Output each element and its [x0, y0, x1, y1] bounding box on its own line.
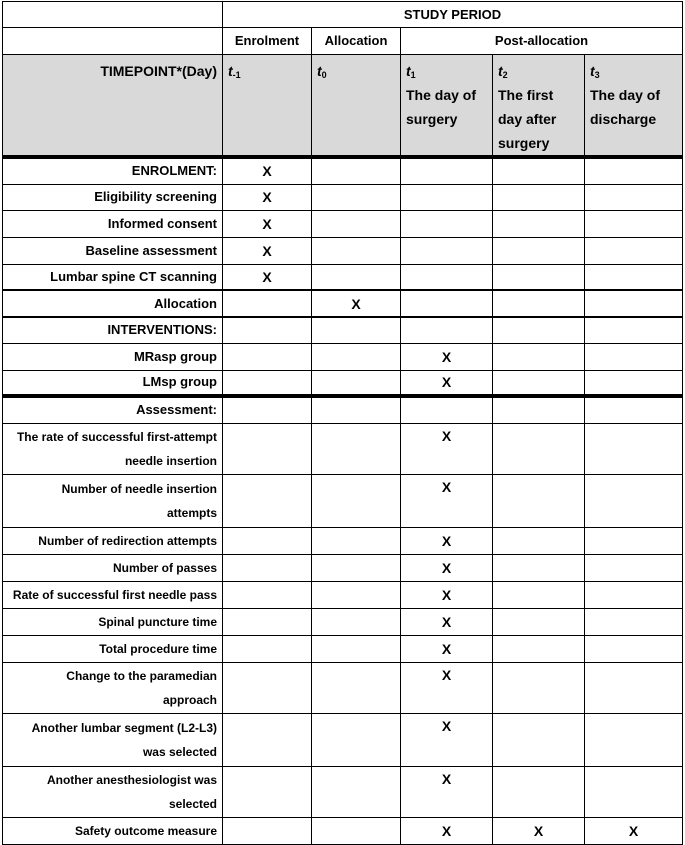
mark: X [401, 608, 493, 635]
mark: X [401, 343, 493, 370]
row-safety-outcome: Safety outcome measure [3, 817, 223, 844]
mark: X [223, 237, 312, 264]
row-baseline-assessment: Baseline assessment [3, 237, 223, 264]
mark: X [401, 527, 493, 554]
row-another-lumbar-segment: Another lumbar segment (L2-L3) was selected [3, 713, 223, 766]
timepoint-t1: $t_1$ The day of surgery [401, 55, 493, 158]
mark: X [401, 713, 493, 766]
row-spinal-puncture-time: Spinal puncture time [3, 608, 223, 635]
empty-cell [3, 28, 223, 55]
mark: X [401, 635, 493, 662]
post-allocation-header: Post-allocation [401, 28, 683, 55]
study-period-header: STUDY PERIOD [223, 2, 683, 28]
row-informed-consent: Informed consent [3, 210, 223, 237]
mark: X [223, 157, 312, 184]
mark: X [493, 817, 585, 844]
row-number-of-passes: Number of passes [3, 554, 223, 581]
row-total-procedure-time: Total procedure time [3, 635, 223, 662]
row-mrasp-group: MRasp group [3, 343, 223, 370]
corner-cell [3, 2, 223, 28]
row-allocation: Allocation [3, 290, 223, 317]
row-redirection-attempts: Number of redirection attempts [3, 527, 223, 554]
mark: X [312, 290, 401, 317]
mark: X [223, 264, 312, 290]
row-another-anesthesiologist: Another anesthesiologist was selected [3, 766, 223, 817]
mark: X [401, 554, 493, 581]
row-eligibility-screening: Eligibility screening [3, 184, 223, 210]
enrolment-header: Enrolment [223, 28, 312, 55]
mark: X [401, 423, 493, 474]
allocation-header: Allocation [312, 28, 401, 55]
row-first-needle-pass: Rate of successful first needle pass [3, 581, 223, 608]
mark: X [401, 581, 493, 608]
spirit-schedule-table [2, 1, 683, 845]
mark: X [223, 210, 312, 237]
row-paramedian-approach: Change to the paramedian approach [3, 662, 223, 713]
row-lumbar-ct: Lumbar spine CT scanning [3, 264, 223, 290]
mark: X [401, 474, 493, 527]
mark: X [585, 817, 683, 844]
row-enrolment: ENROLMENT: [3, 157, 223, 184]
timepoint-label: TIMEPOINT*(Day) [3, 55, 223, 158]
row-first-attempt-rate: The rate of successful first-attempt needle insertion [3, 423, 223, 474]
timepoint-t0: $t_0$ [312, 55, 401, 158]
timepoint-t2: $t_2$ The first day after surgery [493, 55, 585, 158]
row-needle-insertion-attempts: Number of needle insertion attempts [3, 474, 223, 527]
mark: X [401, 766, 493, 817]
row-lmsp-group: LMsp group [3, 370, 223, 396]
timepoint-t-minus1: $t_{-1}$ [223, 55, 312, 158]
row-assessment: Assessment: [3, 396, 223, 423]
timepoint-t3: $t_3$ The day of discharge [585, 55, 683, 158]
row-interventions: INTERVENTIONS: [3, 317, 223, 343]
mark: X [401, 662, 493, 713]
mark: X [223, 184, 312, 210]
mark: X [401, 370, 493, 396]
mark: X [401, 817, 493, 844]
